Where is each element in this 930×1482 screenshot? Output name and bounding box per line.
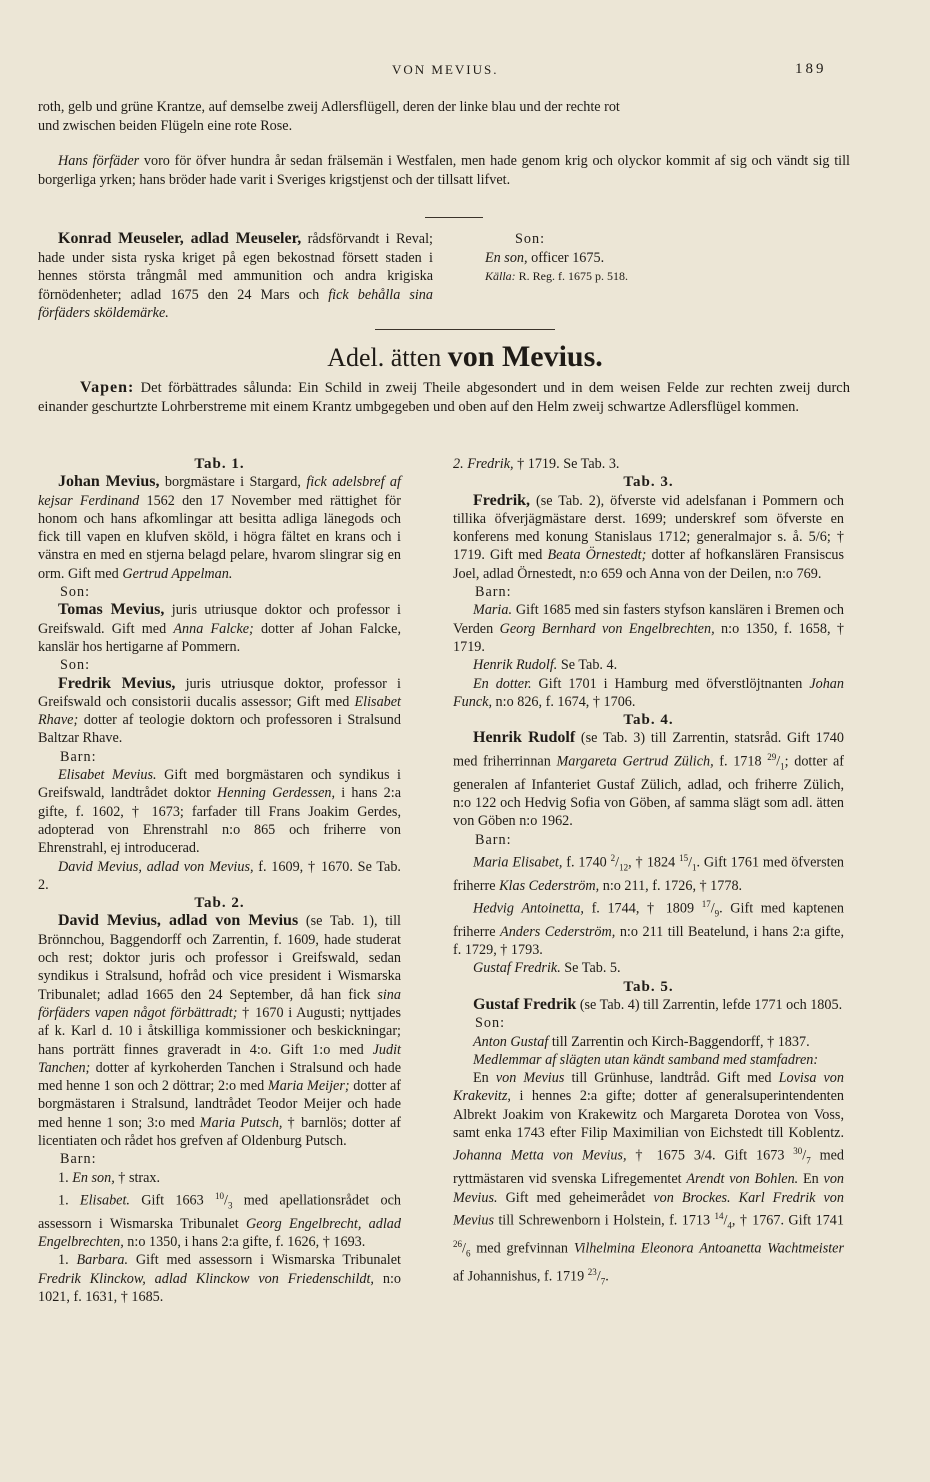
tomas-name: Tomas Mevius, [58, 601, 165, 619]
dotter-italic-2: Johan Funck, [453, 675, 844, 710]
ancestors-text: voro för öfver hundra år sedan frälsemän i Westfalen, men hade genom krig och olyckor kommit af sig och vändt sig till borgerliga yrken; hans bröder hade varit i Sveriges krigstjenst och der tillsatt lifvet. [38, 153, 850, 188]
members-text-e: . Gift 1673 [711, 1148, 794, 1165]
hedvig-text-a: f. 1744, † 1809 [583, 900, 702, 917]
henrik-date-sub: 1 [780, 761, 785, 772]
child-2-italic-2: Georg Engelbrecht, adlad Engelbrechten, [38, 1215, 401, 1251]
elisabet-text-b: i hans 2:a gifte, f. 1602, † 1673; farfader till Frans Joakim Gerdes, adopterad von Ehrenstrahl n:o 865 och friherre von Ehrenstrahl, ej introducerad. [38, 785, 401, 857]
konrad-son-label: Son: [515, 231, 546, 247]
members-italic-3: Johanna Metta von Mevius, [453, 1148, 627, 1165]
david-text-d: dotter af borgmästaren i Stralsund, landtrådet Teodor Meijer och hade med henne 1 son; 3:o med [38, 1078, 402, 1131]
members-italic-4: Arendt von Bohlen. [686, 1171, 799, 1188]
members-text-l: af Johannishus, f. 1719 [453, 1268, 588, 1285]
members-italic-6: von Brockes. Karl Fredrik von Mevius [453, 1189, 844, 1229]
fredrik-3-text-c: dotter af hofkanslären Fransiscus Joel, adlad Örnestedt, n:o 659 och Anna von der Deilen, n:o 769. [453, 547, 845, 582]
son-label-2: Son: [60, 657, 91, 674]
konrad-entry [38, 230, 850, 323]
david-ref-text: f. 1609, † 1670. Se Tab. 2. [38, 858, 401, 893]
david-text-b: † 1670 i Augusti; nyttjades af k. Karl d. 10 i åtskilliga kommissioner och beskickningar; hans porträtt finnes graveradt in 4:o. Gift 1:o med [38, 1004, 401, 1058]
henrik-text-c: ; dotter af generalen af Infanteriet Gustaf Zülich, adlad, och friherre Zülich, n:o 122 och Hedvig Sofia von Göben, af samma slägt som adl. ätten von Göben n:o 1962. [453, 753, 844, 830]
child-2-date-sub: 3 [227, 1200, 233, 1211]
right-column: 2. Fredrik, † 1719. Se Tab. 3. Tab. 3. Fredrik, (se Tab. 2), öfverste vid adelsfanan i Pommern och tillika öfverjägmästare derst. 1699; underskref som öfverste en konferens med konung Stanislaus 1712; generalmajor s. å. 5/6; † 1719. Gift med Beata Örnestedt; dotter af hofkanslären Fransiscus Joel, adlad Örnestedt, n:o 659 och Anna von der Deilen, n:o 769. Barn: Maria. Gift 1685 med sin fasters styfson kanslären i Bremen och Verden Georg Bernhard von Engelbrechten, n:o 1350, f. 1658, † 1719. Henrik Rudolf. Se Tab. 4. En dotter. Gift 1701 i Hamburg med öfverstlöjtnanten Johan Funck, n:o 826, f. 1674, † 1706. Tab. 4. Henrik Rudolf (se Tab. 3) till Zarrentin, statsråd. Gift 1740 med friherrinnan Margareta Gertrud Zülich, f. 1718 $^{29}/_1$; dotter af generalen af Infanteriet Gustaf Zülich, adlad, och friherre Zülich, n:o 122 och Hedvig Sofia von Göben, af samma slägt som adl. ätten von Göben n:o 1962. Barn: Maria Elisabet, f. 1740 $^2/_{12}$, † 1824 $^{15}/_1$. Gift 1761 med öfversten friherre Klas Cederström, n:o 211, f. 1726, † 1778. Hedvig Antoinetta, f. 1744, † 1809 $^{17}/_9$. Gift med kaptenen friherre Anders Cederström, n:o 211 till Beatelund, i hans 2:a gifte, f. 1729, † 1793. Gustaf Fredrik. Se Tab. 5. Tab. 5. Gustaf Fredrik (se Tab. 4) till Zarrentin, lefde 1771 och 1805. Son: Anton Gustaf till Zarrentin och Kirch-Baggendorff, † 1837. Medlemmar af slägten utan kändt samband med stamfadren: En von Mevius till Grünhuse, landtråd. Gift med Lovisa von Krakevitz, i hennes 2:a gifte; dotter af generalsuperintendenten Albrekt Joakim von Krakewitz och Margareta Dorotea von Voss, samt enka 1743 efter Filip Maximilian von Eichstedt till Koblentz. Johanna Metta von Mevius, † 1675 3/4. Gift 1673 $^{30}/_7$ med ryttmästaren vid svenska Lifregementet Arendt von Bohlen. En von Mevius. Gift med geheimerådet von Brockes. Karl Fredrik von Mevius till Schrewenborn i Holstein, f. 1713 $^{14}/_4$, † 1767. Gift 1741 $^{26}/_6$ med grefvinnan Vilhelmina Eleonora Antoanetta Wachtmeister af Johannishus, f. 1719 $^{23}/_7$. [453, 456, 845, 1287]
gustaf-ref-text: Se Tab. 5. [560, 960, 621, 977]
hedvig-sup: 17 [701, 898, 711, 909]
members-text-c: i hennes 2:a gifte; dotter af generalsuperintendenten Albrekt Joakim von Krakewitz och Margareta Dorotea von Voss, samt enka 1743 efter Filip Maximilian von Eichstedt till Koblentz. [453, 1088, 844, 1142]
maria-italic-2: Georg Bernhard von Engelbrechten, [499, 620, 715, 637]
tab-2-heading: Tab. 2. [194, 895, 245, 912]
david-italic-3: Maria Meijer; [267, 1078, 350, 1095]
fredrik-3-name: Fredrik, [473, 491, 531, 509]
members-text-d: † 1675 [626, 1148, 694, 1165]
anton-italic: Anton Gustaf [473, 1033, 549, 1050]
henrik-ref-italic: Henrik Rudolf. [473, 657, 558, 674]
divider [425, 217, 483, 218]
members-italic-7: Vilhelmina Eleonora Antoanetta Wachtmeister [573, 1240, 844, 1257]
maria-elisabet-sub-1: 12 [619, 862, 629, 873]
konrad-source: R. Reg. f. 1675 p. 518. [515, 269, 629, 283]
child-2-text-a: Gift 1663 [129, 1192, 216, 1209]
hedvig-text-c: n:o 211 till Beatelund, i hans 2:a gifte, f. 1729, † 1793. [453, 923, 844, 959]
ancestors-paragraph [38, 152, 850, 189]
ancestors-italic: Hans förfäder [58, 153, 140, 169]
members-text-m: . [605, 1268, 609, 1285]
konrad-name: Konrad Meuseler, adlad Meuseler, [58, 230, 302, 247]
hedvig-italic-2: Anders Cederström, [500, 923, 616, 940]
child-1-text: † strax. [114, 1169, 161, 1186]
barn-label-1: Barn: [60, 748, 97, 765]
david-italic-1: sina förfäders vapen något förbättradt; [38, 986, 401, 1021]
maria-elisabet-text-b: , † 1824 [628, 854, 680, 871]
tab-1-heading: Tab. 1. [194, 456, 245, 472]
elisabet-text-a: Gift med borgmästaren och syndikus i Greifswald, landtrådet doktor [38, 767, 402, 802]
johan-italic-1: fick adelsbref af kejsar Ferdinand [38, 474, 401, 509]
fredrik-ref-italic: 2. Fredrik, [453, 456, 514, 472]
members-text-k: med grefvinnan [470, 1240, 574, 1257]
family-title-prefix: Adel. ätten [327, 343, 448, 372]
members-text-b: till Grünhuse, landtråd. Gift med [564, 1070, 779, 1087]
members-text-j: , † 1767. Gift 1741 [731, 1212, 844, 1229]
hedvig-text-b: . Gift med kaptenen friherre [453, 900, 844, 940]
david-italic-2: Judit Tanchen; [38, 1041, 401, 1076]
members-italic-1: von Mevius [495, 1070, 565, 1087]
maria-italic: Maria. [473, 602, 513, 619]
child-2-text-b: med apellationsrådet och assessorn i Wismarska Tribunalet [38, 1192, 402, 1232]
henrik-text-a: (se Tab. 3) till Zarrentin, statsråd. Gift 1740 med friherrinnan [453, 730, 844, 770]
child-1-italic: En son, [72, 1169, 115, 1186]
intro-line-1: roth, gelb und grüne Krantze, auf demselbe zweij Adlersflügell, deren der linke blau und der rechte rot [38, 99, 620, 115]
fredrik-text-a: juris utriusque doktor, professor i Greifswald och consistorii ducalis assessor; Gift med [38, 675, 401, 710]
johan-italic-2: Gertrud Appelman. [122, 565, 233, 582]
intro-paragraph [38, 98, 850, 135]
maria-elisabet-italic: Maria Elisabet, [473, 854, 563, 871]
anton-text: till Zarrentin och Kirch-Baggendorff, † 1837. [548, 1033, 810, 1050]
members-sup-1: 30 [793, 1146, 803, 1157]
konrad-text: rådsförvandt i Reval; hade under sista ryska kriget på egen bekostnad försett staden i hennes största trångmål med ammunition och andra krigiska förnödenheter; adlad 1675 den 24 Mars och [38, 231, 433, 303]
henrik-text-b: f. 1718 [713, 753, 768, 770]
fredrik-text-b: dotter af teologie doktorn och professoren i Stralsund Baltzar Rhave. [38, 712, 401, 747]
child-2-date-sup: 10 [215, 1190, 225, 1201]
henrik-name: Henrik Rudolf [473, 729, 576, 747]
child-3-number: 1. [58, 1252, 69, 1269]
members-text-i: till Schrewenborn i Holstein, f. 1713 [493, 1212, 715, 1229]
page-number: 189 [795, 61, 827, 77]
fredrik-3-text-a: (se Tab. 2), öfverste vid adelsfanan i Pommern och tillika öfverjägmästare derst. 1699; underskref som öfverste en konferens med konung Stanislaus 1712; generalmajor s. å. [453, 492, 844, 546]
maria-elisabet-text-d: n:o 211, f. 1726, † 1778. [599, 877, 743, 894]
son-label-1: Son: [60, 584, 91, 601]
konrad-son-text: officer 1675. [527, 249, 605, 266]
johan-text-a: borgmästare i Stargard, [159, 474, 307, 491]
tomas-text-a: juris utriusque doktor och professor i Greifswald. Gift med [38, 602, 401, 637]
child-3-italic-2: Fredrik Klinckow, adlad Klinckow von Friedenschildt, [38, 1270, 374, 1287]
vapen-paragraph [38, 378, 850, 417]
david-name: David Mevius, adlad von Mevius [58, 912, 299, 930]
members-text-f: med ryttmästaren vid svenska Lifregementet [453, 1148, 845, 1188]
barn-label-3: Barn: [475, 584, 512, 601]
members-text-g: En [798, 1171, 824, 1188]
intro-line-2: und zwischen beiden Flügeln eine rote Rose. [38, 117, 293, 134]
maria-elisabet-sub-2: 1 [692, 862, 697, 873]
david-text-a: (se Tab. 1), till Brönnchou, Baggendorff och Zarrentin, f. 1609, hade studerat och rest; doktor juris och professor i Greifswald, sedan syndikus i Stralsund, hofråd och vice president i Wismarska Tribunalet; adlad 1665 den 24 September, då han fick [38, 913, 401, 1003]
child-2-text-c: n:o 1350, i hans 2:a gifte, f. 1626, † 1693. [123, 1234, 366, 1251]
gustaf-name: Gustaf Fredrik [473, 996, 577, 1013]
elisabet-italic: Elisabet Mevius. [58, 767, 157, 784]
henrik-date-sup: 29 [767, 751, 777, 762]
child-2-italic: Elisabet. [79, 1192, 130, 1209]
child-1-number: 1. [58, 1169, 69, 1186]
johan-text-b: 1562 den 17 November med rättighet för honom och hans afkomlingar att besitta adliga länegods och fick till vapen en klufven sköld, i högra fältet en krans och i vänstra en med en stjerna belagd pelare, hvarom slingrar sig en orm. Gift med [38, 492, 401, 582]
konrad-source-label: Källa: [485, 269, 516, 283]
dotter-text-a: Gift 1701 i Hamburg med öfverstlöjtnanten [531, 675, 810, 692]
members-heading: Medlemmar af slägten utan kändt samband med stamfadren: [473, 1051, 819, 1068]
members-text-a: En [473, 1070, 496, 1087]
child-3-text-b: n:o 1021, f. 1631, † 1685. [38, 1270, 401, 1305]
vapen-label: Vapen: [80, 379, 135, 396]
tomas-text-b: dotter af Johan Falcke, kanslär hos hertigarne af Pommern. [38, 620, 401, 655]
members-italic-2: Lovisa von Krakevitz, [453, 1070, 844, 1105]
tab-3-heading: Tab. 3. [623, 474, 674, 491]
family-title-name: von Mevius. [447, 340, 603, 373]
dotter-italic: En dotter. [473, 675, 532, 692]
members-sup-2: 14 [714, 1210, 724, 1221]
members-sub-2: 4 [727, 1220, 732, 1231]
fredrik-name: Fredrik Mevius, [58, 674, 176, 692]
fredrik-italic: Elisabet Rhave; [38, 693, 401, 729]
members-text-h: Gift med geheimerådet [497, 1189, 654, 1206]
maria-elisabet-text-a: f. 1740 [562, 854, 611, 871]
maria-elisabet-text-c: . Gift 1761 med öfversten friherre [453, 854, 844, 894]
child-2-number: 1. [58, 1192, 69, 1209]
maria-elisabet-sup-1: 2 [610, 852, 616, 863]
maria-text-a: Gift 1685 med sin fasters styfson kanslären i Bremen och Verden [453, 602, 844, 637]
gustaf-text: (se Tab. 4) till Zarrentin, lefde 1771 och 1805. [576, 997, 843, 1013]
family-title [0, 340, 930, 374]
fredrik-3-date: 5/6 [808, 529, 827, 546]
hedvig-italic: Hedvig Antoinetta, [473, 900, 584, 917]
members-italic-5: von Mevius. [453, 1171, 845, 1206]
henrik-ref-text: Se Tab. 4. [557, 657, 618, 674]
maria-elisabet-italic-2: Klas Cederström, [499, 877, 600, 894]
running-title: VON MEVIUS. [392, 62, 499, 77]
fredrik-3-italic: Beata Örnestedt; [547, 547, 647, 564]
barn-label-4: Barn: [475, 831, 512, 848]
members-sub-3: 6 [465, 1248, 471, 1259]
david-italic-4: Maria Putsch, [199, 1114, 283, 1131]
maria-text-b: n:o 1350, f. 1658, † 1719. [453, 620, 844, 655]
page-header [0, 62, 930, 82]
tomas-italic: Anna Falcke; [173, 620, 254, 637]
gustaf-ref-italic: Gustaf Fredrik. [473, 960, 561, 977]
tab-4-heading: Tab. 4. [623, 712, 674, 729]
barn-label-2: Barn: [60, 1151, 97, 1168]
david-text-e: † barnlös; dotter af licentiaten och rådet hos grefven af Oldenburg Putsch. [38, 1114, 401, 1149]
son-label-5: Son: [475, 1015, 506, 1032]
hedvig-sub: 9 [714, 908, 720, 919]
david-text-c: dotter af kyrkoherden Tanchen i Stralsund och hade med henne 1 son och 2 döttrar; 2:o med [38, 1059, 401, 1095]
members-sub-4: 7 [600, 1276, 606, 1287]
maria-elisabet-sup-2: 15 [679, 852, 689, 863]
child-3-text-a: Gift med assessorn i Wismarska Tribunalet [128, 1252, 401, 1269]
dotter-text-b: n:o 826, f. 1674, † 1706. [492, 693, 636, 710]
vapen-text: Det förbättrades sålunda: Ein Schild in zweij Theile abgesondert und in dem weisen Felde zur rechten zweij durch einander geschurtzte Lohrberstreme mit einem Krantz umbgegeben und oben auf den Helm zweij schwartze Adlersflügel kommen. [38, 380, 850, 415]
konrad-italic: fick behålla sina förfäders sköldemärke. [38, 286, 433, 321]
johan-name: Johan Mevius, [58, 473, 160, 491]
divider-2 [375, 329, 555, 330]
elisabet-italic-2: Henning Gerdessen, [217, 785, 336, 802]
members-sub-1: 7 [806, 1155, 811, 1166]
david-ref-italic: David Mevius, adlad von Mevius, [58, 858, 254, 875]
members-sup-4: 23 [587, 1266, 597, 1277]
left-column: Tab. 1. Johan Mevius, borgmästare i Stargard, fick adelsbref af kejsar Ferdinand 1562 den 17 November med rättighet för honom och hans afkomlingar att besitta adliga länegods och fick till vapen en klufven sköld, i högra fältet en krans och i vänstra en med en stjerna belagd pelare, hvarom slingrar sig en orm. Gift med Gertrud Appelman. Son: Tomas Mevius, juris utriusque doktor och professor i Greifswald. Gift med Anna Falcke; dotter af Johan Falcke, kanslär hos hertigarne af Pommern. Son: Fredrik Mevius, juris utriusque doktor, professor i Greifswald och consistorii ducalis assessor; Gift med Elisabet Rhave; dotter af teologie doktorn och professoren i Stralsund Baltzar Rhave. Barn: Elisabet Mevius. Gift med borgmästaren och syndikus i Greifswald, landtrådet doktor Henning Gerdessen, i hans 2:a gifte, f. 1602, † 1673; farfader till Frans Joakim Gerdes, adopterad von Ehrenstrahl n:o 865 och friherre von Ehrenstrahl, ej introducerad. David Mevius, adlad von Mevius, f. 1609, † 1670. Se Tab. 2. Tab. 2. David Mevius, adlad von Mevius (se Tab. 1), till Brönnchou, Baggendorff och Zarrentin, f. 1609, hade studerat och rest; doktor juris och professor i Greifswald, sedan syndikus i Stralsund, hofråd och vice president i Wismarska Tribunalet; adlad 1665 den 24 September, då han fick sina förfäders vapen något förbättradt; † 1670 i Augusti; nyttjades af k. Karl d. 10 i åtskilliga kommissioner och beskickningar; hans porträtt finnes graveradt in 4:o. Gift 1:o med Judit Tanchen; dotter af kyrkoherden Tanchen i Stralsund och hade med henne 1 son och 2 döttrar; 2:o med Maria Meijer; dotter af borgmästaren i Stralsund, landtrådet Teodor Meijer och hade med henne 1 son; 3:o med Maria Putsch, † barnlös; dotter af licentiaten och rådet hos grefven af Oldenburg Putsch. Barn: 1. En son, † strax. 1. Elisabet. Gift 1663 $^{10}/_3$ med apellationsrådet och assessorn i Wismarska Tribunalet Georg Engelbrecht, adlad Engelbrechten, n:o 1350, i hans 2:a gifte, f. 1626, † 1693. 1. Barbara. Gift med assessorn i Wismarska Tribunalet Fredrik Klinckow, adlad Klinckow von Friedenschildt, n:o 1021, f. 1631, † 1685. [38, 456, 402, 1305]
members-date-1: 3/4 [693, 1148, 712, 1165]
fredrik-3-text-b: ; † 1719. Gift med [453, 529, 844, 564]
members-sup-3: 26 [453, 1238, 462, 1249]
child-3-italic: Barbara. [76, 1252, 129, 1269]
fredrik-ref-text: † 1719. Se Tab. 3. [513, 456, 620, 472]
konrad-son-italic: En son, [485, 249, 528, 266]
henrik-italic: Margareta Gertrud Zülich, [556, 753, 714, 770]
tab-5-heading: Tab. 5. [623, 978, 674, 995]
